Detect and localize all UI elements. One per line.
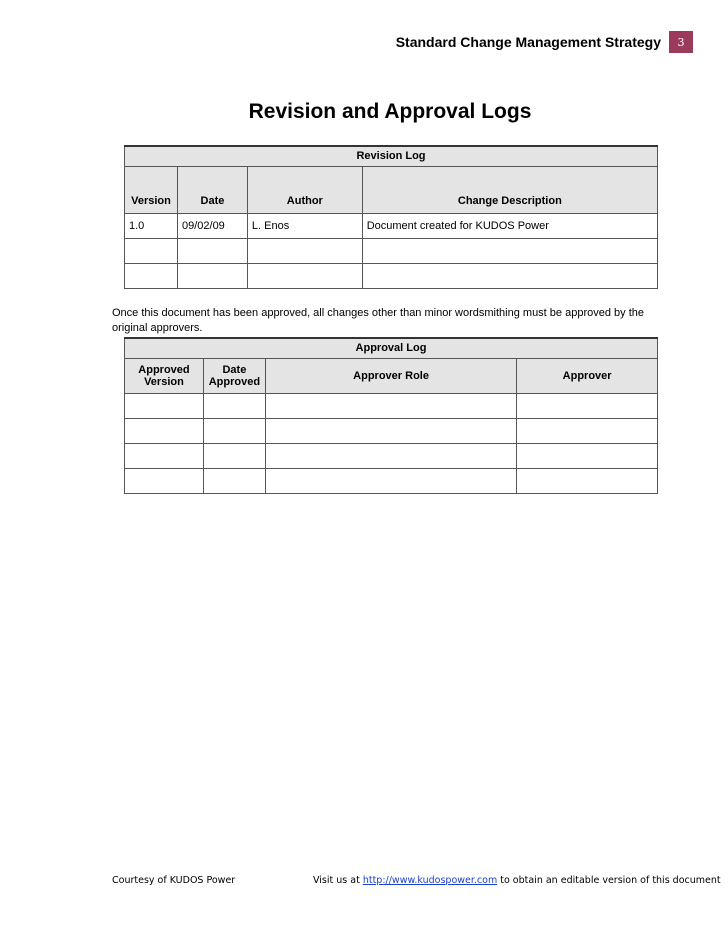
footer-visit-suffix: to obtain an editable version of this document [497, 875, 721, 886]
table-row [125, 418, 658, 443]
table-cell: Document created for KUDOS Power [362, 213, 657, 238]
table-cell [203, 418, 265, 443]
column-header-date: Date [177, 166, 247, 213]
table-cell: L. Enos [247, 213, 362, 238]
table-cell [203, 468, 265, 493]
column-header-change-description: Change Description [362, 166, 657, 213]
table-cell [125, 418, 204, 443]
approval-log-title: Approval Log [125, 338, 658, 358]
table-cell [517, 418, 658, 443]
table-cell [517, 443, 658, 468]
table-cell [125, 443, 204, 468]
column-header-approved-version [125, 358, 204, 393]
table-cell [265, 443, 516, 468]
footer-courtesy: Courtesy of KUDOS Power [112, 875, 236, 886]
table-cell [203, 443, 265, 468]
table-cell [125, 263, 178, 288]
column-header-approver: Approver [517, 358, 658, 393]
table-row [125, 468, 658, 493]
revision-log-title: Revision Log [125, 146, 658, 166]
table-row [125, 213, 658, 238]
revision-log-table [124, 145, 658, 289]
column-header-line: Version [144, 375, 184, 388]
approval-note: Once this document has been approved, all changes other than minor wordsmithing must be approved by the original approvers. [112, 307, 644, 334]
table-row [125, 238, 658, 263]
footer-visit [313, 875, 721, 886]
table-cell [362, 238, 657, 263]
column-header-date-approved [203, 358, 265, 393]
table-cell [517, 468, 658, 493]
column-header-line: Approved [208, 375, 261, 388]
table-row [125, 393, 658, 418]
column-header-version: Version [125, 166, 178, 213]
footer-visit-prefix: Visit us at [313, 875, 363, 886]
column-header-line: Date [222, 363, 247, 376]
table-cell [247, 238, 362, 263]
page-number-badge: 3 [669, 31, 693, 53]
table-row [125, 443, 658, 468]
column-header-author: Author [247, 166, 362, 213]
table-cell [517, 393, 658, 418]
table-cell: 1.0 [125, 213, 178, 238]
table-cell [177, 263, 247, 288]
website-link[interactable]: http://www.kudospower.com [362, 875, 498, 886]
page-title: Revision and Approval Logs [248, 100, 532, 123]
column-header-approver-role: Approver Role [265, 358, 516, 393]
running-header-title: Standard Change Management Strategy [395, 34, 661, 50]
table-cell [265, 468, 516, 493]
table-cell [265, 393, 516, 418]
table-cell [203, 393, 265, 418]
table-cell [362, 263, 657, 288]
table-cell [125, 238, 178, 263]
table-cell [125, 393, 204, 418]
table-row [125, 263, 658, 288]
table-cell [125, 468, 204, 493]
column-header-line: Approved [138, 363, 190, 376]
table-cell [247, 263, 362, 288]
table-cell: 09/02/09 [177, 213, 247, 238]
table-cell [177, 238, 247, 263]
approval-log-table [124, 337, 658, 494]
table-cell [265, 418, 516, 443]
